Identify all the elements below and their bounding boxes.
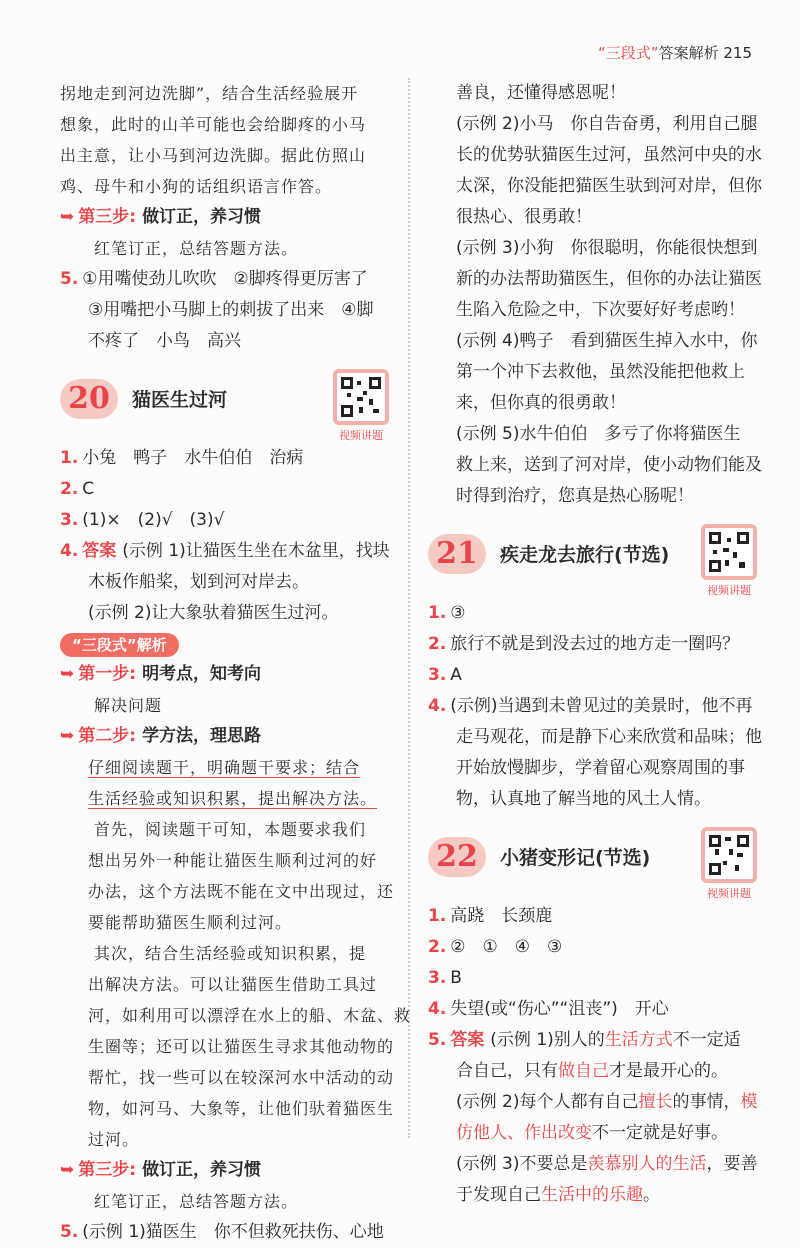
method-line: 生活经验或知识积累，提出解决方法。 — [88, 789, 378, 808]
question-4-line: 走马观花，而是静下心来欣赏和品味；他 — [456, 727, 762, 747]
step3-heading: ➥ 第三步: 做订正，养习惯 — [60, 207, 262, 227]
section-20-header — [60, 369, 390, 442]
step2-heading: ➥ 第二步: 学方法，理思路 — [60, 726, 262, 746]
column-divider — [408, 78, 410, 1138]
section-22-header — [428, 827, 758, 900]
intro-line: 鸡、母牛和小狗的话组织语言作答。 — [60, 177, 333, 196]
intro-line: 出主意，让小马到河边洗脚。据此仿照山 — [60, 146, 367, 165]
question-4: 4. 答案 (示例 1)让猫医生坐在木盆里，找块 — [60, 541, 390, 561]
left-column — [60, 78, 412, 1248]
analysis-pill: “三段式”解析 — [60, 633, 179, 657]
answer-line: 生陷入危险之中，下次要好好考虑哟！ — [456, 300, 745, 320]
video-qr[interactable] — [700, 524, 758, 598]
section-21-header — [428, 524, 758, 597]
qr-caption: 视频讲题 — [707, 887, 751, 900]
video-qr[interactable] — [332, 369, 390, 443]
para-line: 物，如河马、大象等，让他们驮着猫医生 — [88, 1099, 395, 1118]
step3-body: 红笔订正，总结答题方法。 — [94, 239, 299, 258]
question-5-line: 不疼了 小鸟 高兴 — [88, 331, 241, 351]
para-line: 帮忙，找一些可以在较深河水中活动的动 — [88, 1068, 395, 1087]
answer-line: 救上来，送到了河对岸，使小动物们能及 — [456, 455, 762, 475]
para-line: 首先，阅读题干可知，本题要求我们 — [94, 820, 367, 839]
para-line: 要能帮助猫医生顺利过河。 — [88, 913, 293, 932]
para-line: 办法，这个方法既不能在文中出现过，还 — [88, 882, 395, 901]
page-header — [598, 42, 752, 63]
arrow-icon: ➥ — [60, 726, 75, 746]
question-5-line: 合自己，只有做自己才是最开心的。 — [456, 1061, 728, 1081]
question-5-line: (示例 3)不要总是羡慕别人的生活，要善 — [456, 1154, 758, 1174]
section-title: 疾走龙去旅行(节选) — [500, 544, 670, 566]
para-line: 生圈等；还可以让猫医生寻求其他动物的 — [88, 1037, 395, 1056]
qr-code-icon — [701, 524, 757, 580]
question-5: 5. (示例 1)猫医生 你不但救死扶伤、心地 — [60, 1222, 384, 1242]
question-4-line: 物，认真地了解当地的风土人情。 — [456, 789, 711, 809]
step3-body: 红笔订正，总结答题方法。 — [94, 1192, 299, 1211]
answer-line: 很热心、很勇敢！ — [456, 207, 592, 227]
answer-line: 来，但你真的很勇敢！ — [456, 393, 626, 413]
para-line: 河，如利用可以漂浮在水上的船、木盆、救 — [88, 1006, 412, 1025]
arrow-icon: ➥ — [60, 664, 75, 684]
question-1: 1. 小兔 鸭子 水牛伯伯 治病 — [60, 448, 304, 468]
question-4-line: (示例 2)让大象驮着猫医生过河。 — [88, 603, 339, 623]
answer-line: (示例 2)小马 你自告奋勇，利用自己腿 — [456, 114, 758, 134]
section-title: 猫医生过河 — [132, 389, 228, 411]
question-3: 3. (1)× (2)√ (3)√ — [60, 510, 225, 530]
arrow-icon: ➥ — [60, 207, 75, 227]
para-line: 想出另外一种能让猫医生顺利过河的好 — [88, 851, 378, 870]
para-line: 出解决方法。可以让猫医生借助工具过 — [88, 975, 378, 994]
question-5-line: 仿他人、作出改变不一定就是好事。 — [456, 1123, 728, 1143]
question-1: 1. 高跷 长颈鹿 — [428, 906, 553, 926]
question-4-line: 木板作船桨，划到河对岸去。 — [88, 572, 309, 592]
para-line: 过河。 — [88, 1130, 140, 1149]
question-5: 5. ①用嘴使劲儿吹吹 ②脚疼得更厉害了 — [60, 269, 368, 289]
qr-caption: 视频讲题 — [707, 584, 751, 597]
question-1: 1. ③ — [428, 603, 466, 623]
question-4-line: 开始放慢脚步，学着留心观察周围的事 — [456, 758, 745, 778]
question-3: 3. B — [428, 968, 462, 988]
para-line: 其次，结合生活经验或知识积累，提 — [94, 944, 367, 963]
question-2: 2. ② ① ④ ③ — [428, 937, 563, 957]
qr-caption: 视频讲题 — [339, 429, 383, 442]
question-5: 5. 答案 (示例 1)别人的生活方式不一定适 — [428, 1030, 741, 1050]
question-5-line: (示例 2)每个人都有自己擅长的事情，模 — [456, 1092, 758, 1112]
qr-code-icon — [333, 369, 389, 425]
answer-line: (示例 5)水牛伯伯 多亏了你将猫医生 — [456, 424, 741, 444]
answer-line: 时得到治疗，您真是热心肠呢！ — [456, 486, 694, 506]
video-qr[interactable] — [700, 827, 758, 901]
step1-heading: ➥ 第一步: 明考点，知考向 — [60, 664, 262, 684]
section-title: 小猪变形记(节选) — [500, 847, 651, 869]
intro-line: 想象，此时的山羊可能也会给脚疼的小马 — [60, 115, 367, 134]
step3-heading: ➥ 第三步: 做订正，养习惯 — [60, 1160, 262, 1180]
intro-line: 拐地走到河边洗脚”，结合生活经验展开 — [60, 84, 359, 103]
page-number: 215 — [723, 44, 752, 62]
answer-line: (示例 3)小狗 你很聪明，你能很快想到 — [456, 238, 758, 258]
question-5-line: ③用嘴把小马脚上的刺拔了出来 ④脚 — [88, 300, 374, 320]
qr-code-icon — [701, 827, 757, 883]
method-line: 仔细阅读题干，明确题干要求；结合 — [88, 758, 361, 777]
answer-line: (示例 4)鸭子 看到猫医生掉入水中，你 — [456, 331, 758, 351]
arrow-icon: ➥ — [60, 1160, 75, 1180]
answer-line: 太深，你没能把猫医生驮到河对岸，但你 — [456, 176, 762, 196]
question-2: 2. C — [60, 479, 95, 499]
section-number-badge: 21 — [428, 534, 486, 574]
question-5-line: 于发现自己生活中的乐趣。 — [456, 1185, 660, 1205]
step1-body: 解决问题 — [94, 696, 163, 715]
answer-line: 第一个冲下去救他，虽然没能把他救上 — [456, 362, 745, 382]
answer-line: 善良，还懂得感恩呢！ — [456, 83, 626, 103]
header-tag: “三段式” — [598, 44, 659, 62]
question-2: 2. 旅行不就是到没去过的地方走一圈吗？ — [428, 634, 740, 654]
header-title: 答案解析 — [658, 44, 719, 62]
question-4: 4. 失望(或“伤心”“沮丧”) 开心 — [428, 999, 669, 1019]
section-number-badge: 22 — [428, 837, 486, 877]
right-column — [428, 78, 762, 1211]
answer-line: 长的优势驮猫医生过河，虽然河中央的水 — [456, 145, 762, 165]
answer-line: 新的办法帮助猫医生，但你的办法让猫医 — [456, 269, 762, 289]
question-4: 4. (示例)当遇到未曾见过的美景时，他不再 — [428, 696, 753, 716]
section-number-badge: 20 — [60, 379, 118, 419]
question-3: 3. A — [428, 665, 462, 685]
